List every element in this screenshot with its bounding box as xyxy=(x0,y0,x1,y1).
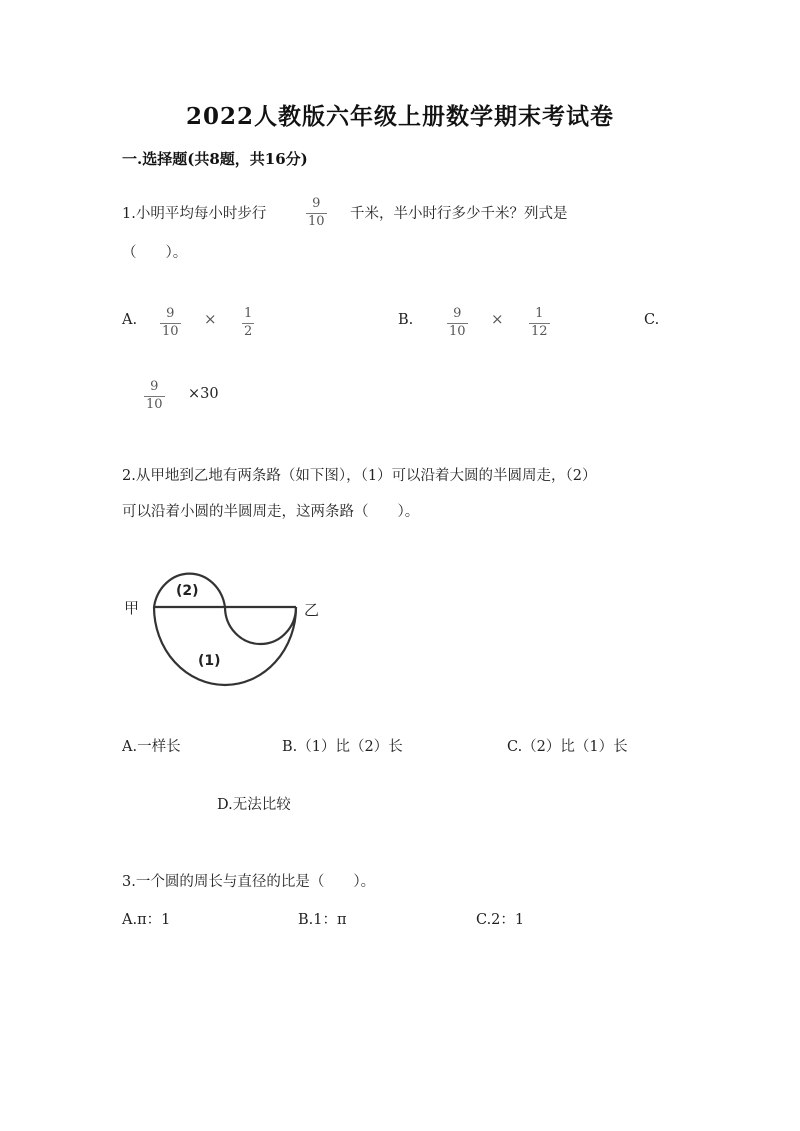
q1-prefix: 1.小明平均每小时步行 xyxy=(122,206,267,222)
q3-option-b: B.1：π xyxy=(298,912,347,928)
times-sign: × xyxy=(491,310,504,328)
times-sign: × xyxy=(204,310,217,328)
fraction-denominator: 10 xyxy=(308,214,325,229)
fraction-denominator: 2 xyxy=(244,324,253,339)
fraction-denominator: 10 xyxy=(146,397,163,412)
q1-option-a-fraction-1 xyxy=(160,307,181,339)
q1-option-c-fraction xyxy=(144,380,165,412)
big-semicircle-path xyxy=(154,607,296,685)
q1-option-a-fraction-2 xyxy=(242,307,254,339)
fraction-numerator: 1 xyxy=(244,306,253,321)
q2-line-1: 2.从甲地到乙地有两条路（如下图），（1）可以沿着大圆的半圆周走，（2） xyxy=(122,468,597,484)
fraction-numerator: 1 xyxy=(535,306,544,321)
big-path-label: (1) xyxy=(198,653,221,669)
q1-suffix: 千米，半小时行多少千米？列式是 xyxy=(350,206,568,222)
q2-option-c: C.（2）比（1）长 xyxy=(507,739,628,755)
q3-option-a: A.π：1 xyxy=(122,912,171,928)
q2-option-b: B.（1）比（2）长 xyxy=(282,739,403,755)
semicircle-path-figure xyxy=(120,555,330,695)
fraction-numerator: 9 xyxy=(312,196,321,211)
fraction-denominator: 10 xyxy=(162,324,179,339)
q1-option-b-label: B. xyxy=(398,312,414,328)
q1-option-b-fraction-2 xyxy=(529,307,550,339)
fraction-denominator: 10 xyxy=(449,324,466,339)
page-title: 2022人教版六年级上册数学期末考试卷 xyxy=(185,103,614,130)
q2-option-d: D.无法比较 xyxy=(217,797,291,813)
fraction-denominator: 12 xyxy=(531,324,548,339)
fraction-numerator: 9 xyxy=(453,306,462,321)
q3-option-c: C.2：1 xyxy=(476,912,525,928)
start-point-label: 甲 xyxy=(124,599,140,617)
small-semicircle-lower-path xyxy=(225,607,296,644)
q1-option-c-tail: ×30 xyxy=(188,386,219,402)
q2-option-a: A.一样长 xyxy=(122,739,181,755)
q2-line-2: 可以沿着小圆的半圆周走，这两条路（ ）。 xyxy=(122,504,420,520)
q1-fraction xyxy=(306,197,327,229)
section-heading: 一.选择题(共8题，共16分) xyxy=(122,150,308,168)
q1-answer-blank: （ ）。 xyxy=(122,245,188,261)
q3-text: 3.一个圆的周长与直径的比是（ ）。 xyxy=(122,874,376,890)
end-point-label: 乙 xyxy=(304,601,320,619)
fraction-numerator: 9 xyxy=(166,306,175,321)
q1-option-b-fraction-1 xyxy=(447,307,468,339)
small-path-label: (2) xyxy=(176,583,199,599)
q1-option-a-label: A. xyxy=(122,312,138,328)
fraction-numerator: 9 xyxy=(150,379,159,394)
q1-option-c-label: C. xyxy=(644,312,660,328)
